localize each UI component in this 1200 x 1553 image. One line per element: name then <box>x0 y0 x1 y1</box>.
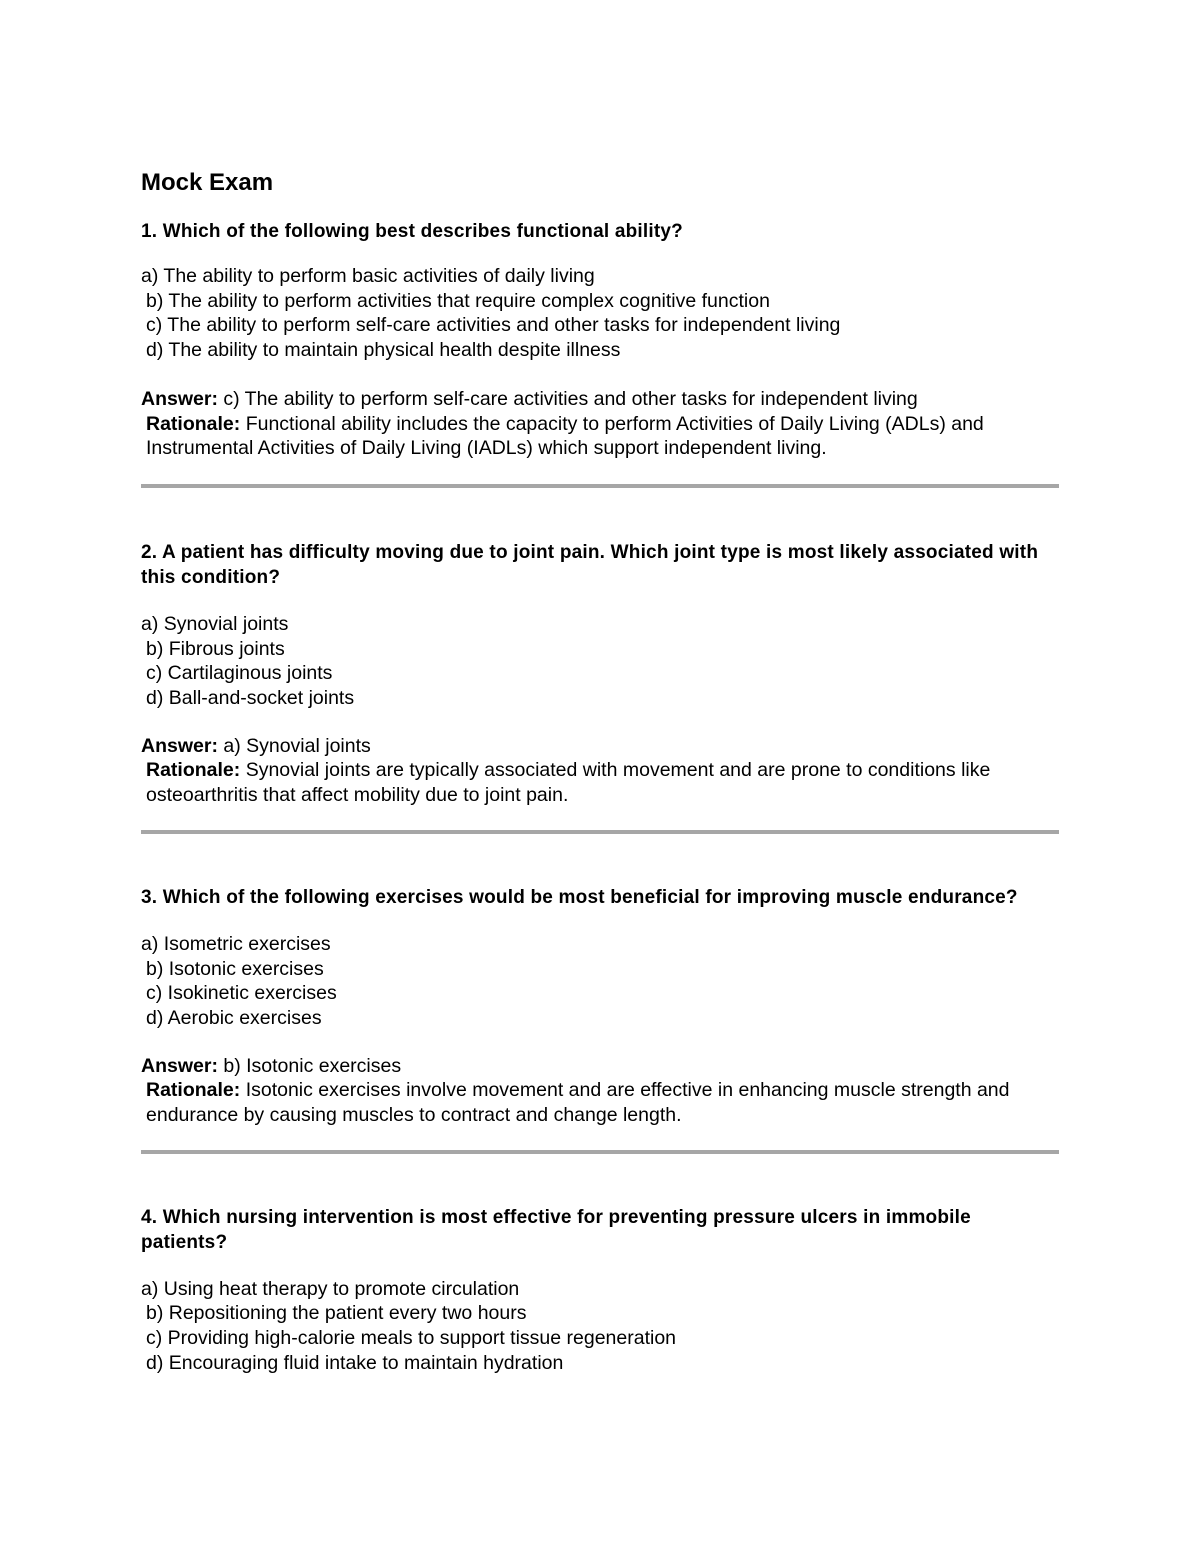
options-list <box>141 612 1061 711</box>
rationale-line <box>141 1078 1061 1127</box>
rationale-line <box>141 758 1061 807</box>
question-text: 1. Which of the following best describes functional ability? <box>141 221 683 242</box>
answer-block <box>141 387 1061 461</box>
option-b: b) Fibrous joints <box>146 637 285 660</box>
answer-text: b) Isotonic exercises <box>223 1054 402 1077</box>
option-c: c) Cartilaginous joints <box>146 662 333 685</box>
question-text: 4. Which nursing intervention is most effective for preventing pressure ulcers in immobile patients? <box>141 1206 971 1253</box>
option-d: d) The ability to maintain physical health despite illness <box>146 339 621 362</box>
rationale-label: Rationale: <box>146 412 241 435</box>
question-block-4 <box>141 1205 1061 1376</box>
answer-line <box>141 734 1061 759</box>
option-c: c) The ability to perform self-care activities and other tasks for independent living <box>146 314 841 337</box>
rationale-line <box>141 412 1061 461</box>
option-b: b) Repositioning the patient every two hours <box>146 1302 527 1325</box>
answer-line <box>141 1054 1061 1079</box>
question-block-2 <box>141 540 1061 834</box>
rationale-label: Rationale: <box>146 759 241 782</box>
rationale-text: Synovial joints are typically associated with movement and are prone to conditions like osteoarthritis that affect mobility due to joint pain. <box>146 759 991 807</box>
document-title: Mock Exam <box>141 169 274 196</box>
options-list <box>141 1277 1061 1376</box>
answer-label: Answer: <box>141 387 218 410</box>
question-block-1 <box>141 219 1061 488</box>
section-divider <box>141 830 1059 834</box>
option-d: d) Encouraging fluid intake to maintain hydration <box>146 1351 564 1374</box>
section-divider <box>141 484 1059 488</box>
option-a: a) Synovial joints <box>141 612 289 635</box>
rationale-label: Rationale: <box>146 1079 241 1102</box>
option-c: c) Isokinetic exercises <box>146 982 337 1005</box>
options-list <box>141 264 1061 363</box>
answer-label: Answer: <box>141 734 218 757</box>
question-block-3 <box>141 885 1061 1154</box>
answer-text: a) Synovial joints <box>223 734 371 757</box>
section-divider <box>141 1150 1059 1154</box>
option-a: a) The ability to perform basic activities of daily living <box>141 265 595 287</box>
answer-text: c) The ability to perform self-care activities and other tasks for independent living <box>223 387 918 410</box>
answer-label: Answer: <box>141 1054 218 1077</box>
answer-line <box>141 387 1061 412</box>
option-a: a) Using heat therapy to promote circulation <box>141 1277 520 1300</box>
option-d: d) Aerobic exercises <box>146 1006 322 1029</box>
option-c: c) Providing high-calorie meals to support tissue regeneration <box>146 1327 677 1350</box>
options-list <box>141 932 1061 1031</box>
answer-block <box>141 1054 1061 1128</box>
document-page <box>141 168 1061 1376</box>
option-a: a) Isometric exercises <box>141 932 331 955</box>
rationale-text: Isotonic exercises involve movement and are effective in enhancing muscle strength and endurance by causing muscles to contract and change length. <box>146 1079 1010 1127</box>
option-b: b) Isotonic exercises <box>146 957 324 980</box>
rationale-text: Functional ability includes the capacity to perform Activities of Daily Living (ADLs) and Instrumental Activities of Daily Living (IADLs) which support independent living. <box>146 412 984 460</box>
question-text: 3. Which of the following exercises would be most beneficial for improving muscle endurance? <box>141 886 1018 908</box>
option-d: d) Ball-and-socket joints <box>146 687 355 710</box>
question-text: 2. A patient has difficulty moving due to joint pain. Which joint type is most likely associated with this condition? <box>141 541 1039 588</box>
option-b: b) The ability to perform activities that require complex cognitive function <box>146 289 770 312</box>
answer-block <box>141 734 1061 808</box>
